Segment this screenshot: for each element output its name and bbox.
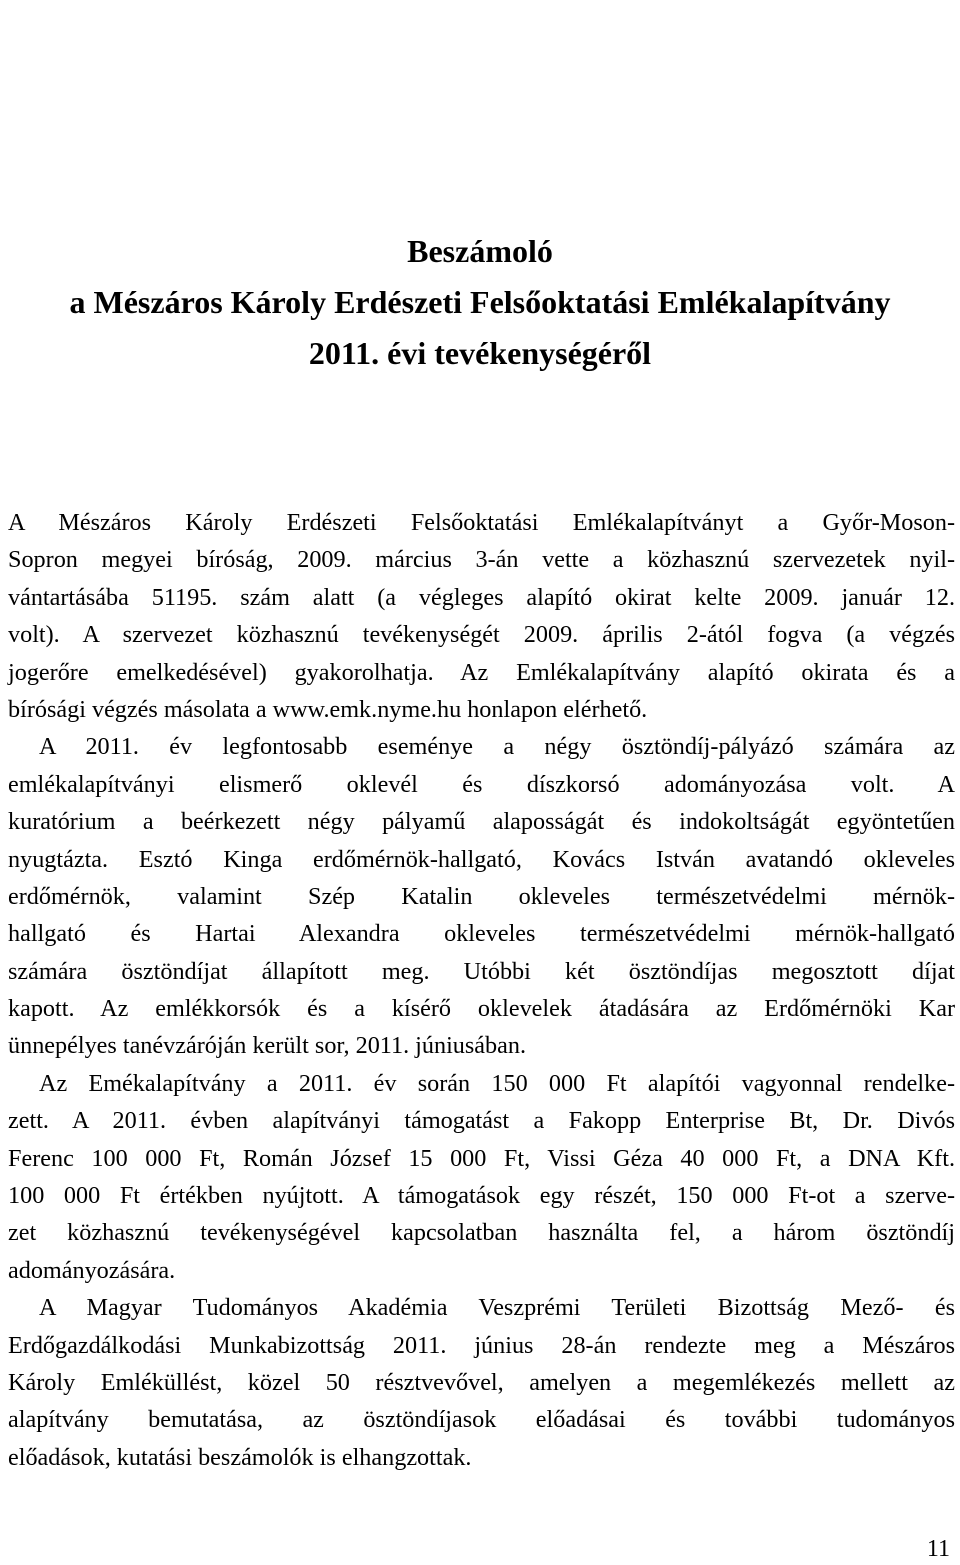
body-line: emlékalapítványi elismerő oklevél és díszkorsó adományozása volt. A	[8, 770, 955, 798]
body-line: 100 000 Ft értékben nyújtott. A támogatások egy részét, 150 000 Ft-ot a szerve-	[8, 1182, 955, 1210]
body-line: jogerőre emelkedésével) gyakorolhatja. Az Emlékalapítvány alapító okirata és a	[8, 658, 955, 686]
body-line: bírósági végzés másolata a www.emk.nyme.hu honlapon elérhető.	[8, 695, 648, 723]
body-line: Ferenc 100 000 Ft, Román József 15 000 Ft, Vissi Géza 40 000 Ft, a DNA Kft.	[8, 1144, 955, 1172]
title-line-1: Beszámoló	[407, 233, 553, 269]
document-title	[0, 226, 960, 379]
body-line: Károly Emléküllést, közel 50 résztvevővel, amelyen a megemlékezés mellett az	[8, 1368, 955, 1396]
body-line: Sopron megyei bíróság, 2009. március 3-án vette a közhasznú szervezetek nyil-	[8, 546, 955, 574]
body-line: kuratórium a beérkezett négy pályamű alaposságát és indokoltságát egyöntetűen	[8, 808, 955, 836]
body-line: zet közhasznú tevékenységével kapcsolatban használta fel, a három ösztöndíj	[8, 1219, 955, 1247]
body-line: kapott. Az emlékkorsók és a kísérő oklevelek átadására az Erdőmérnöki Kar	[8, 995, 955, 1023]
report-body	[8, 504, 955, 1476]
body-line: számára ösztöndíjat állapított meg. Utóbbi két ösztöndíjas megosztott díjat	[8, 957, 955, 985]
body-line: ünnepélyes tanévzáróján került sor, 2011. júniusában.	[8, 1032, 527, 1060]
title-line-2: a Mészáros Károly Erdészeti Felsőoktatási Emlékalapítvány	[69, 284, 891, 320]
body-line: A Mészáros Károly Erdészeti Felsőoktatási Emlékalapítványt a Győr-Moson-	[8, 509, 955, 536]
body-line: hallgató és Hartai Alexandra okleveles természetvédelmi mérnök-hallgató	[8, 920, 955, 948]
body-line: alapítvány bemutatása, az ösztöndíjasok előadásai és további tudományos	[8, 1406, 955, 1434]
body-line: előadások, kutatási beszámolók is elhangzottak.	[8, 1443, 472, 1471]
page-number: 11	[926, 1536, 950, 1562]
body-line: nyugtázta. Esztó Kinga erdőmérnök-hallgató, Kovács István avatandó okleveles	[8, 845, 955, 873]
body-line: adományozására.	[8, 1256, 176, 1284]
body-line: Az Emékalapítvány a 2011. év során 150 000 Ft alapítói vagyonnal rendelke-	[39, 1069, 955, 1097]
body-line: vántartásába 51195. szám alatt (a végleges alapító okirat kelte 2009. január 12.	[8, 583, 955, 611]
body-line: erdőmérnök, valamint Szép Katalin okleveles természetvédelmi mérnök-	[8, 882, 955, 910]
body-line: Erdőgazdálkodási Munkabizottság 2011. június 28-án rendezte meg a Mészáros	[8, 1331, 955, 1359]
body-line: A Magyar Tudományos Akadémia Veszprémi Területi Bizottság Mező- és	[39, 1294, 955, 1322]
body-line: volt). A szervezet közhasznú tevékenységét 2009. április 2-ától fogva (a végzés	[8, 621, 955, 649]
body-line: A 2011. év legfontosabb eseménye a négy ösztöndíj-pályázó számára az	[39, 733, 955, 761]
body-line: zett. A 2011. évben alapítványi támogatást a Fakopp Enterprise Bt, Dr. Divós	[8, 1107, 955, 1135]
title-line-3: 2011. évi tevékenységéről	[308, 335, 652, 371]
